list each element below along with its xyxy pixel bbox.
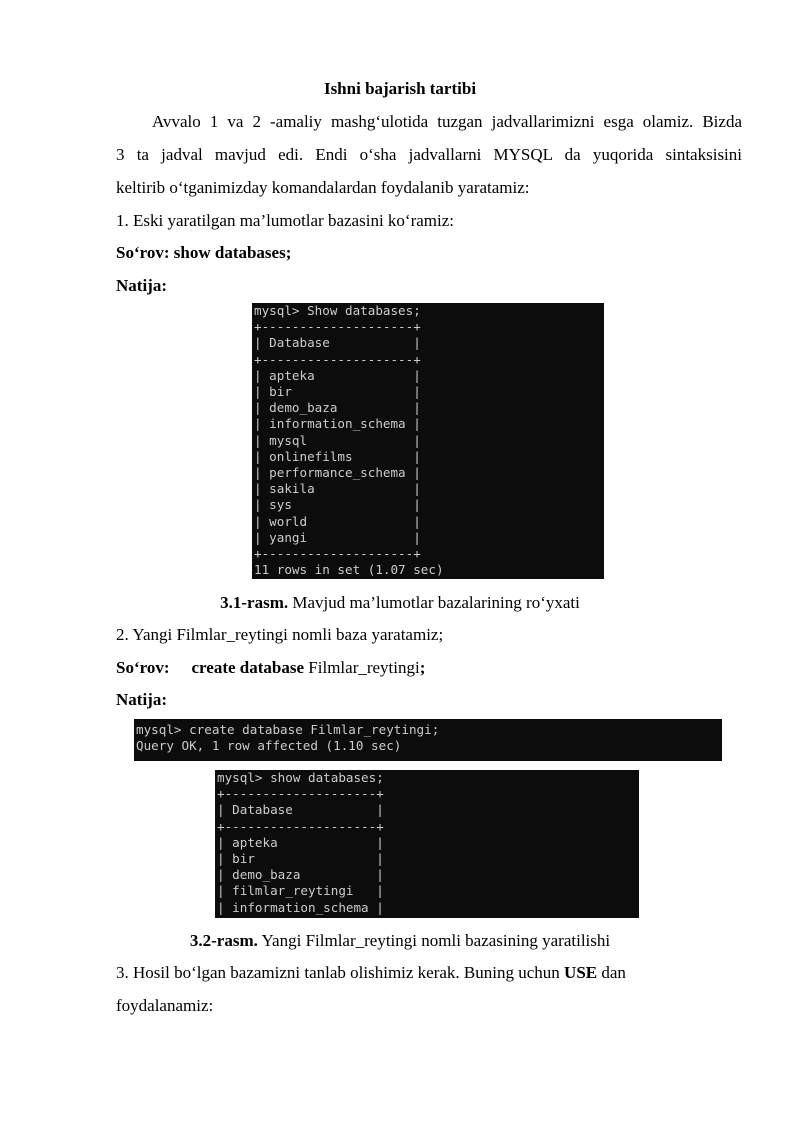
step1-text: 1. Eski yaratilgan ma’lumotlar bazasini ko‘ramiz: — [116, 211, 454, 230]
terminal1-line: | onlinefilms | — [254, 448, 421, 464]
intro-line-1: Avvalo 1 va 2 -amaliy mashg‘ulotida tuzgan jadvallarimizni esga olamiz. Bizda — [152, 112, 742, 131]
query-label: So‘rov: — [116, 243, 170, 262]
figure-caption-3-1: 3.1-rasm. Mavjud ma’lumotlar bazalarining ro‘yxati — [220, 593, 580, 612]
terminal1-line: | Database | — [254, 335, 421, 351]
terminal3-line: mysql> show databases; — [217, 770, 384, 785]
terminal3-line: | demo_baza | — [217, 867, 384, 883]
terminal-screenshot-show-databases-new — [215, 770, 639, 918]
terminal1-line: | performance_schema | — [254, 465, 421, 481]
step2-result-label: Natija: — [116, 690, 167, 709]
terminal1-line: | bir | — [254, 384, 421, 400]
terminal3-line: +--------------------+ — [217, 786, 384, 802]
step3-text-line-2: foydalanamiz: — [116, 996, 214, 1015]
terminal1-line: | sys | — [254, 497, 421, 513]
terminal1-line: | apteka | — [254, 367, 421, 383]
intro-line-3: keltirib o‘tganimizday komandalardan foydalanib yaratamiz: — [116, 178, 530, 197]
section-heading: Ishni bajarish tartibi — [323, 79, 477, 98]
terminal3-line: | Database | — [217, 802, 384, 818]
query-label: So‘rov: — [116, 658, 170, 677]
terminal1-line: mysql> Show databases; — [254, 303, 421, 318]
terminal1-line: | information_schema | — [254, 416, 421, 432]
query-command: show databases; — [173, 243, 292, 262]
step1-result-label: Natija: — [116, 276, 167, 295]
terminal1-line: | world | — [254, 513, 421, 529]
terminal-screenshot-create-database — [134, 719, 722, 761]
query-command: create database — [191, 658, 305, 677]
terminal1-line: | mysql | — [254, 432, 421, 448]
terminal1-line: | sakila | — [254, 481, 421, 497]
terminal1-line: 11 rows in set (1.07 sec) — [254, 562, 444, 578]
terminal3-line: | apteka | — [217, 834, 384, 850]
figure-caption-3-2: 3.2-rasm. Yangi Filmlar_reytingi nomli bazasining yaratilishi — [189, 931, 611, 950]
terminal1-line: | demo_baza | — [254, 400, 421, 416]
terminal3-line: | filmlar_reytingi | — [217, 883, 384, 899]
step2-text: 2. Yangi Filmlar_reytingi nomli baza yaratamiz; — [116, 625, 444, 644]
terminal3-line: | bir | — [217, 851, 384, 867]
step3-text: 3. Hosil bo‘lgan bazamizni tanlab olishimiz kerak. Buning uchun USE dan — [116, 963, 626, 982]
step1-query — [116, 242, 291, 264]
terminal1-line: +--------------------+ — [254, 319, 421, 335]
use-keyword: USE — [564, 963, 598, 982]
terminal1-line: +--------------------+ — [254, 351, 421, 367]
terminal-screenshot-show-databases — [252, 303, 604, 579]
terminal1-line: +--------------------+ — [254, 546, 421, 562]
step2-query: So‘rov: create database Filmlar_reytingi; — [116, 658, 426, 677]
terminal2-line: mysql> create database Filmlar_reytingi; — [136, 722, 440, 737]
terminal3-line: | information_schema | — [217, 899, 384, 915]
terminal2-line: Query OK, 1 row affected (1.10 sec) — [136, 738, 402, 754]
query-db-name: Filmlar_reytingi — [304, 658, 420, 677]
intro-line-2: 3 ta jadval mavjud edi. Endi o‘sha jadvallarni MYSQL da yuqorida sintaksisini — [116, 145, 742, 164]
terminal3-line: +--------------------+ — [217, 818, 384, 834]
terminal1-line: | yangi | — [254, 529, 421, 545]
